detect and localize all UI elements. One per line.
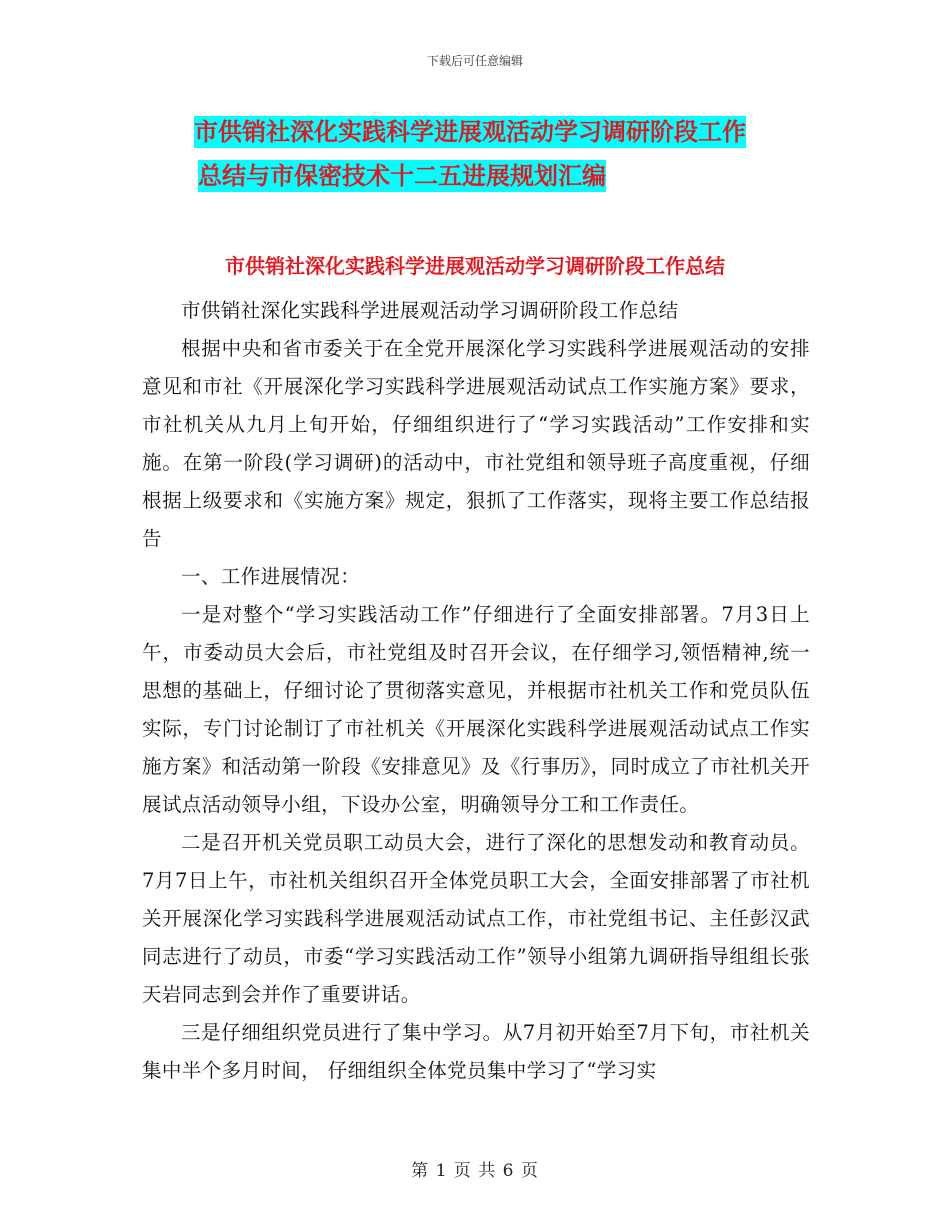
body-paragraph: 一、工作进展情况： [181,565,361,588]
document-title-line-2 [140,154,840,198]
document-body [142,292,810,1090]
title-highlight-2: 总结与市保密技术十二五进展规划汇编 [198,162,606,190]
title-highlight-1: 市供销社深化实践科学进展观活动学习调研阶段工作 [194,118,746,146]
body-paragraph: 一是对整个“学习实践活动工作”仔细进行了全面安排部署。7月3日上午，市委动员大会后，市社党组及时召开会议，在仔细学习,领悟精神,统一思想的基础上，仔细讨论了贯彻落实意见，并根据市社机关工作和党员队伍实际，专门讨论制订了市社机关《开展深化实践科学进展观活动试点工作实施方案》和活动第一阶段《安排意见》及《行事历》，同时成立了市社机关开展试点活动领导小组，下设办公室，明确领导分工和工作责任。 [142,603,810,816]
page-header-note: 下载后可任意编辑 [426,54,523,68]
body-paragraph: 三是仔细组织党员进行了集中学习。从7月初开始至7月下旬，市社机关集中半个多月时间， 仔细组织全体党员集中学习了“学习实 [142,1021,810,1082]
section-title: 市供销社深化实践科学进展观活动学习调研阶段工作总结 [225,254,725,278]
body-paragraph: 二是召开机关党员职工动员大会，进行了深化的思想发动和教育动员。7月7日上午，市社机关组织召开全体党员职工大会，全面安排部署了市社机关开展深化学习实践科学进展观活动试点工作，市社党组书记、主任彭汉武同志进行了动员，市委“学习实践活动工作”领导小组第九调研指导组组长张天岩同志到会并作了重要讲话。 [142,831,810,1006]
page-number: 第 1 页 共 6 页 [411,1161,539,1181]
document-title [140,110,840,198]
body-paragraph: 市供销社深化实践科学进展观活动学习调研阶段工作总结 [181,299,679,322]
document-title-line-1 [140,110,840,154]
body-paragraph: 根据中央和省市委关于在全党开展深化学习实践科学进展观活动的安排意见和市社《开展深化学习实践科学进展观活动试点工作实施方案》要求，市社机关从九月上旬开始，仔细组织进行了“学习实践活动”工作安排和实施。在第一阶段(学习调研)的活动中，市社党组和领导班子高度重视，仔细根据上级要求和《实施方案》规定，狠抓了工作落实，现将主要工作总结报告 [142,337,810,550]
